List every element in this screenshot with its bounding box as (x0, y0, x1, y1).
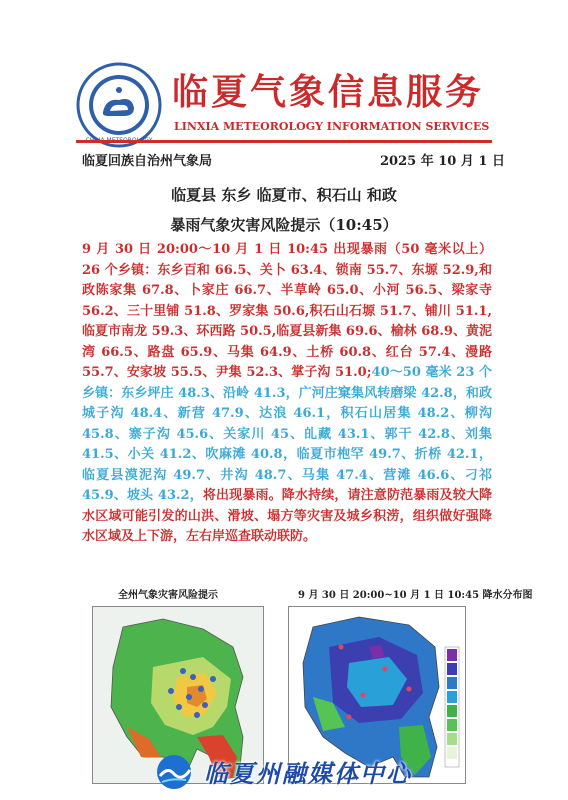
headline-regions: 临夏县 东乡 临夏市、积石山 和政 (171, 186, 397, 204)
warning-advice: 将出现暴雨。降水持续，请注意防范暴雨及较大降水区域可能引发的山洪、滑坡、塌方等灾害及城乡积涝，组织做好强降水区域及上下游，左右岸巡查联动联防。 (82, 488, 492, 544)
page-title: 临夏气象信息服务 (172, 72, 485, 113)
moderate-rain-list: 40～50 毫米 23 个乡镇：东乡坪庄 48.3、沿岭 41.3，广河庄窠集风转磨梁 42.8，和政城子沟 48.4、新营 47.9、达浪 46.1，积石山居集 48.2、柳沟 45.8、寨子沟 45.6、关家川 45、癿藏 43.1、郭干 42.8、刘集 41.5、小关 41.2、吹麻滩 40.8，临夏市枹罕 49.7、折桥 42.1，临夏县漠泥沟 49.7、井沟 48.7、马集 47.4、营滩 46.6、刁祁 45.9、坡头 43.2， (82, 365, 492, 503)
cma-logo-icon (76, 62, 162, 148)
risk-map-caption: 全州气象灾害风险提示 (118, 590, 218, 601)
warning-body (82, 240, 492, 548)
heavy-rain-list: 9 月 30 日 20:00～10 月 1 日 10:45 出现暴雨（50 毫米以上）26 个乡镇：东乡百和 66.5、关卜 63.4、锁南 55.7、东塬 52.9,和政陈家集 67.8、卜家庄 66.7、半草岭 65.0、小河 56.5、梁家寺 56.2、三十里铺 51.8、罗家集 50.6,积石山石塬 51.7、铺川 51.1,临夏市南龙 59.3、环西路 50.5,临夏县新集 69.6、榆林 68.9、黄泥湾 66.5、路盘 65.9、马集 64.9、土桥 60.8、红台 57.4、漫路 55.7、安家坡 55.5、尹集 52.3、掌子沟 51.0; (82, 242, 492, 380)
headline-warning: 暴雨气象灾害风险提示（10:45） (170, 216, 398, 234)
issue-date: 2025 年 10 月 1 日 (380, 154, 505, 169)
issuing-organization: 临夏回族自治州气象局 (82, 154, 213, 169)
media-watermark: 临夏州融媒体中心 (204, 760, 412, 788)
rainfall-map-caption: 9 月 30 日 20:00~10 月 1 日 10:45 降水分布图 (298, 590, 533, 601)
media-center-logo-icon (152, 752, 196, 792)
page-subtitle: LINXIA METEOROLOGY INFORMATION SERVICES (174, 120, 490, 133)
header-divider (76, 140, 492, 143)
